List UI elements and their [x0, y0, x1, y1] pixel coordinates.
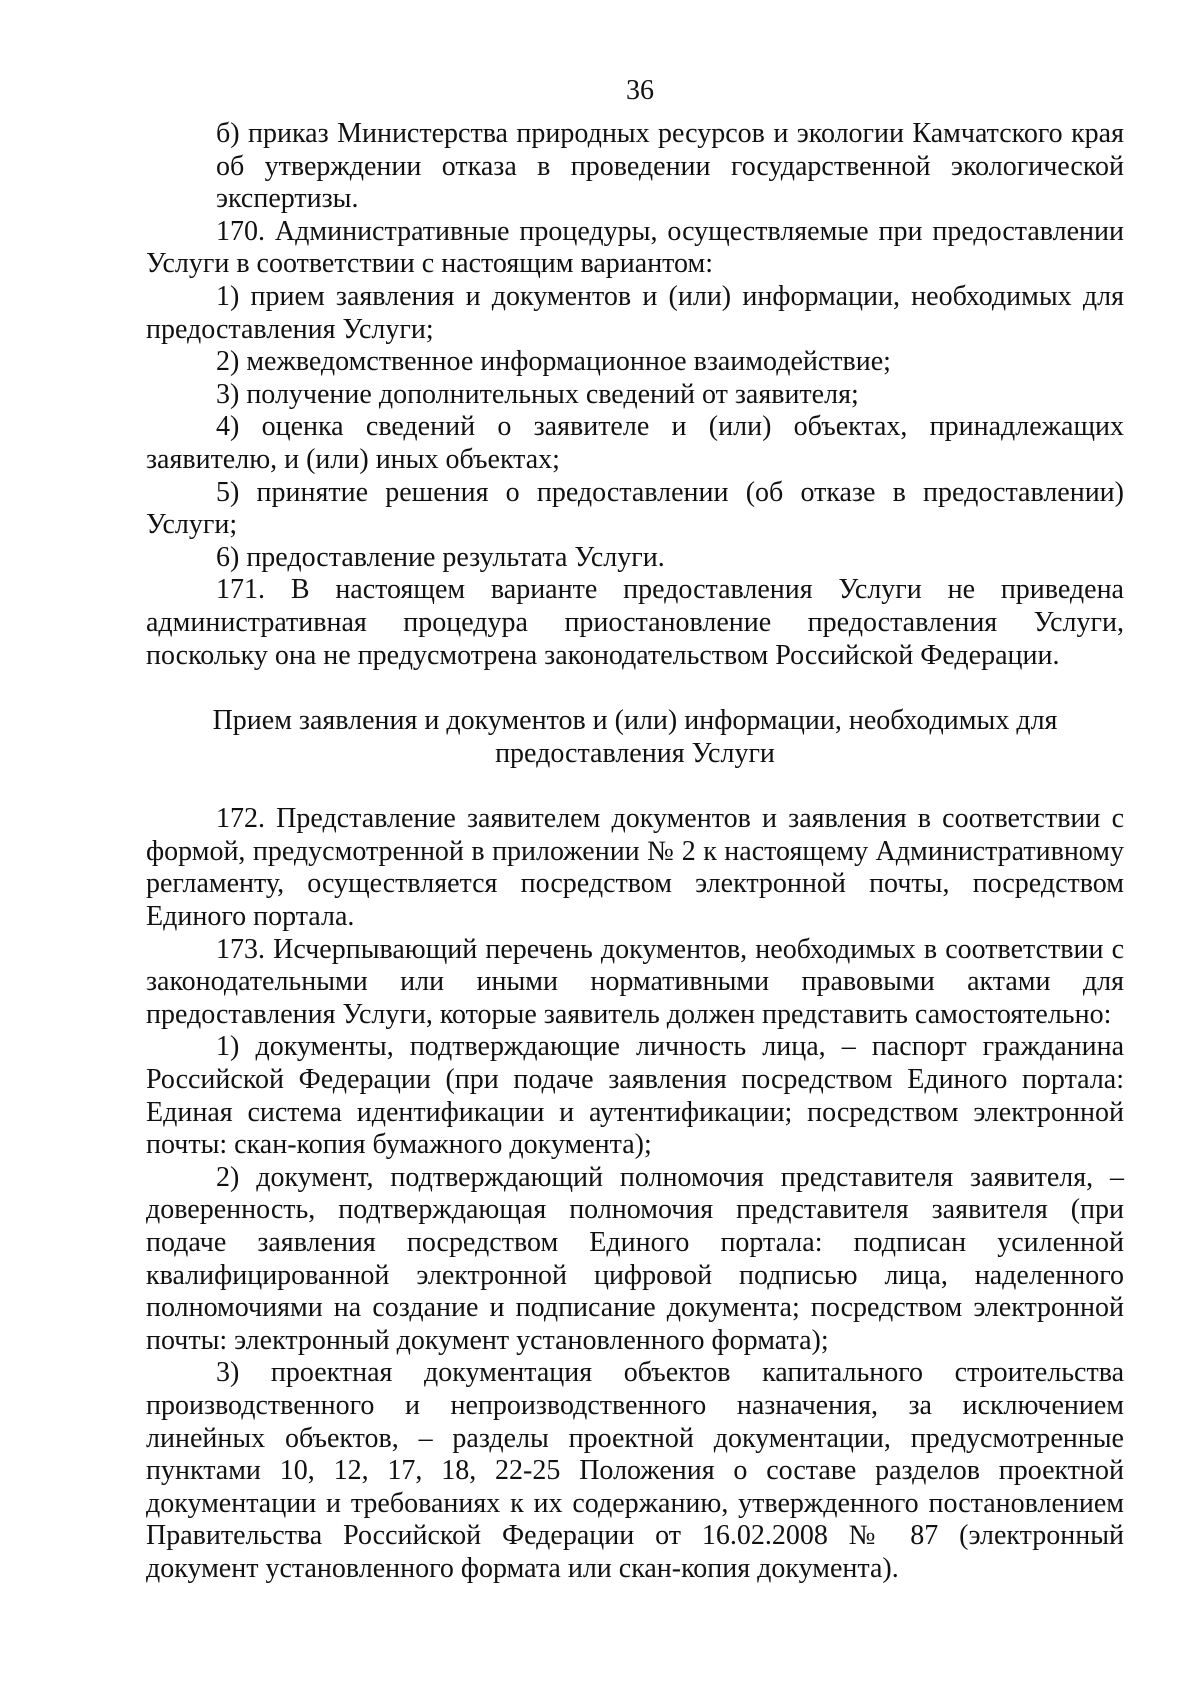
document-list-item-1: 1) документы, подтверждающие личность лица, – паспорт гражданина Российской Федерации (при подаче заявления посредством Единого портала: Единая система идентификации и аутентификации; посредством электронной почты: скан-копия бумажного документа); [146, 1031, 1124, 1161]
list-item-1: 1) прием заявления и документов и (или) информации, необходимых для предоставления Услуги; [146, 280, 1124, 345]
document-list-item-3: 3) проектная документация объектов капитального строительства производственного и непроизводственного назначения, за исключением линейных объектов, – разделы проектной документации, предусмотренные пунктами 10, 12, 17, 18, 22-25 Положения о составе разделов проектной документации и требованиях к их содержанию, утвержденного постановлением Правительства Российской Федерации от 16.02.2008 № 87 (электронный документ установленного формата или скан-копия документа). [146, 1357, 1124, 1584]
list-item-6: 6) предоставление результата Услуги. [216, 541, 665, 573]
document-list-item-2: 2) документ, подтверждающий полномочия представителя заявителя, – доверенность, подтверждающая полномочия представителя заявителя (при подаче заявления посредством Единого портала: подписан усиленной квалифицированной электронной цифровой подписью лица, наделенного полномочиями на создание и подписание документа; посредством электронной почты: электронный документ установленного формата); [146, 1161, 1124, 1356]
paragraph-171: 171. В настоящем варианте предоставления Услуги не приведена административная процедура приостановление предоставления Услуги, поскольку она не предусмотрена законодательством Российской Федерации. [146, 574, 1124, 671]
paragraph-172: 172. Представление заявителем документов и заявления в соответствии с формой, предусмотренной в приложении № 2 к настоящему Административному регламенту, осуществляется посредством электронной почты, посредством Единого портала. [146, 803, 1124, 933]
paragraph-173: 173. Исчерпывающий перечень документов, необходимых в соответствии с законодательными или иными нормативными правовыми актами для предоставления Услуги, которые заявитель должен представить самостоятельно: [146, 933, 1124, 1030]
list-item-4: 4) оценка сведений о заявителе и (или) объектах, принадлежащих заявителю, и (или) иных объектах; [146, 411, 1124, 475]
spacer [146, 770, 1124, 803]
section-heading: Прием заявления и документов и (или) информации, необходимых для предоставления Услуги [212, 705, 1058, 769]
list-item-2: 2) межведомственное информационное взаимодействие; [216, 346, 891, 378]
list-item-5: 5) принятие решения о предоставлении (об отказе в предоставлении) Услуги; [146, 476, 1124, 541]
document-body [146, 118, 1124, 1586]
page-number: 36 [626, 75, 654, 106]
paragraph-b-order: б) приказ Министерства природных ресурсов и экологии Камчатского края об утверждении отказа в проведении государственной экологической экспертизы. [216, 118, 1124, 215]
list-item-3: 3) получение дополнительных сведений от заявителя; [216, 378, 859, 410]
spacer [146, 672, 1124, 705]
paragraph-170: 170. Административные процедуры, осуществляемые при предоставлении Услуги в соответствии с настоящим вариантом: [146, 215, 1124, 280]
